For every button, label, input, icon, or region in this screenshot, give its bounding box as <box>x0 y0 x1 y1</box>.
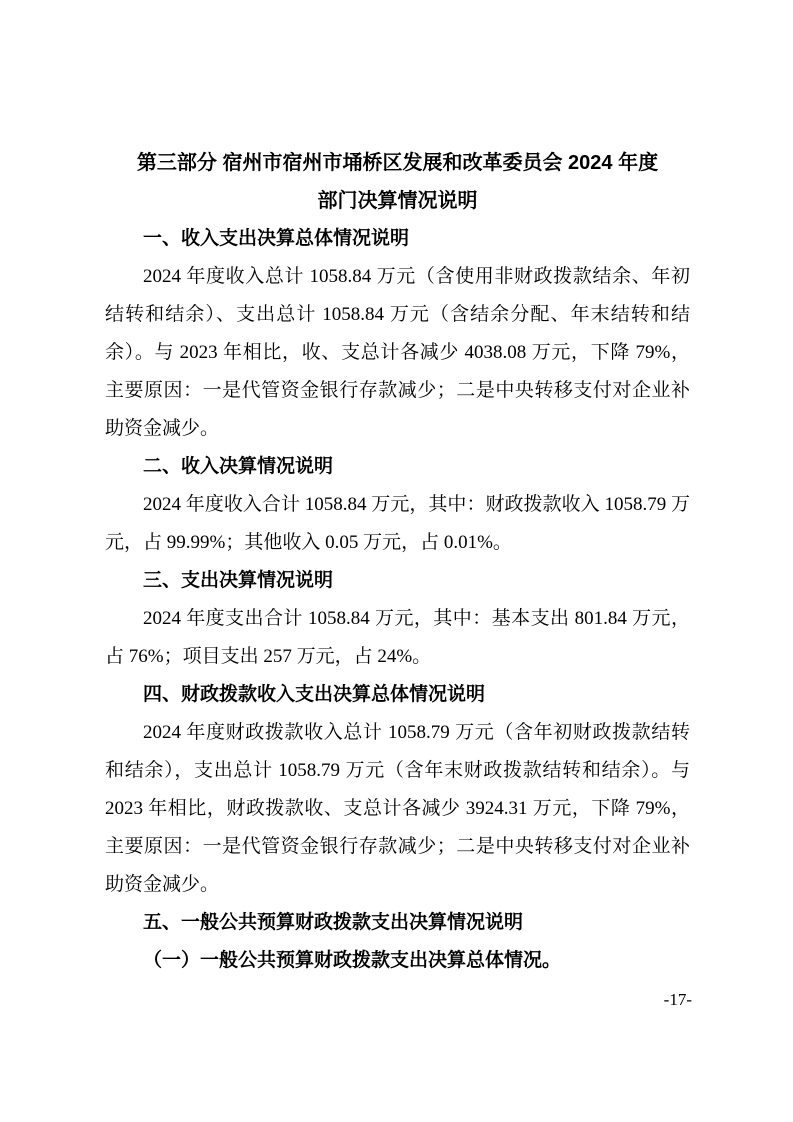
section-1-paragraph: 2024 年度收入总计 1058.84 万元（含使用非财政拨款结余、年初结转和结余）、支出总计 1058.84 万元（含结余分配、年末结转和结余）。与 2023 年相比，收、支总计各减少 4038.08 万元，下降 79%，主要原因：一是代管资金银行存款减少；二是中央转移支付对企业补助资金减少。 <box>105 266 690 439</box>
section-heading-3: 三、支出决算情况说明 <box>143 570 334 591</box>
section-heading-5: 五、一般公共预算财政拨款支出决算情况说明 <box>143 912 524 933</box>
document-title <box>105 144 690 220</box>
document-content <box>105 144 690 980</box>
section-heading-4: 四、财政拨款收入支出决算总体情况说明 <box>143 684 486 705</box>
document-title-line-1: 第三部分 宿州市宿州市埇桥区发展和改革委员会 2024 年度 <box>136 152 659 174</box>
section-5-subheading: （一）一般公共预算财政拨款支出决算总体情况。 <box>143 950 562 971</box>
section-4-paragraph: 2024 年度财政拨款收入总计 1058.79 万元（含年初财政拨款结转和结余），支出总计 1058.79 万元（含年末财政拨款结转和结余）。与 2023 年相比，财政拨款收、支总计各减少 3924.31 万元，下降 79%，主要原因：一是代管资金银行存款减少；二是中央转移支付对企业补助资金减少。 <box>105 722 690 895</box>
section-2-paragraph: 2024 年度收入合计 1058.84 万元，其中：财政拨款收入 1058.79 万元，占 99.99%；其他收入 0.05 万元，占 0.01%。 <box>105 494 690 553</box>
document-title-line-2: 部门决算情况说明 <box>317 190 478 212</box>
section-heading-1: 一、收入支出决算总体情况说明 <box>143 228 410 249</box>
section-3-paragraph: 2024 年度支出合计 1058.84 万元，其中：基本支出 801.84 万元，占 76%；项目支出 257 万元，占 24%。 <box>105 608 690 667</box>
section-heading-2: 二、收入决算情况说明 <box>143 456 334 477</box>
page-number: -17- <box>663 990 692 1009</box>
